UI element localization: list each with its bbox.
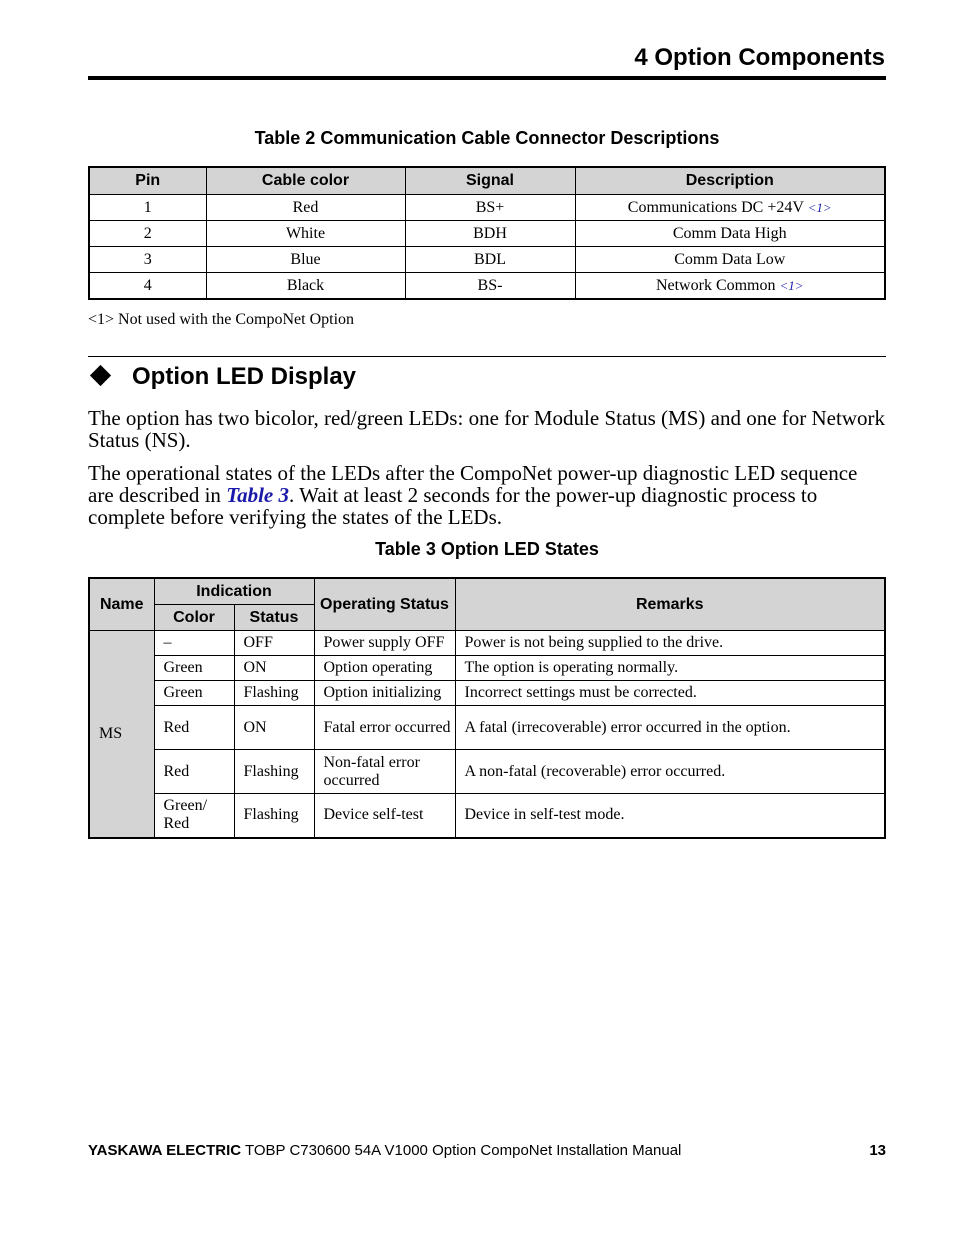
- remarks-cell: Incorrect settings must be corrected.: [455, 681, 885, 706]
- status-cell: Flashing: [234, 681, 314, 706]
- section-heading: Option LED Display: [132, 363, 357, 390]
- operating-status-cell: Power supply OFF: [314, 631, 455, 656]
- table-row: [89, 681, 885, 706]
- column-header-description: Description: [575, 167, 885, 195]
- remarks-cell: A non-fatal (recoverable) error occurred.: [455, 750, 885, 794]
- table2-caption: Table 2 Communication Cable Connector Descriptions: [254, 128, 720, 148]
- cable-connector-table: [88, 166, 886, 300]
- table-row: [89, 247, 885, 273]
- column-header-indication: Indication: [154, 578, 314, 605]
- table2-footnote: <1> Not used with the CompoNet Option: [88, 311, 355, 328]
- table-row: [89, 656, 885, 681]
- paragraph-text: . Wait at least 2 seconds for the power-up diagnostic process to complete before verifying the states of the LEDs.: [88, 483, 818, 529]
- color-cell: Red: [154, 706, 234, 750]
- operating-status-cell: Option operating: [314, 656, 455, 681]
- header-rule: [88, 76, 886, 80]
- table-row: [89, 221, 885, 247]
- column-header-cable-color: Cable color: [206, 167, 405, 195]
- description-cell: [575, 195, 885, 221]
- cable-color-cell: Blue: [206, 247, 405, 273]
- table-row: [89, 750, 885, 794]
- pin-cell: 2: [89, 221, 206, 247]
- pin-cell: 3: [89, 247, 206, 273]
- operating-status-cell: Option initializing: [314, 681, 455, 706]
- color-cell: Green: [154, 681, 234, 706]
- footer-title: [88, 1142, 681, 1159]
- table-row: [89, 273, 885, 300]
- remarks-cell: Device in self-test mode.: [455, 794, 885, 838]
- color-cell: Green/ Red: [154, 794, 234, 838]
- diamond-bullet-icon: [90, 365, 111, 386]
- footer-brand: YASKAWA ELECTRIC: [88, 1142, 242, 1159]
- led-states-table: [88, 577, 886, 839]
- column-header-name: Name: [89, 578, 154, 631]
- section-divider: [88, 356, 886, 357]
- table-row: [89, 794, 885, 838]
- status-cell: ON: [234, 656, 314, 681]
- table3-caption: Table 3 Option LED States: [375, 539, 599, 559]
- operating-status-cell: Device self-test: [314, 794, 455, 838]
- description-text: Network Common: [655, 276, 776, 294]
- led-name-cell: MS: [89, 631, 154, 838]
- pin-cell: 1: [89, 195, 206, 221]
- table-row: [89, 195, 885, 221]
- signal-cell: BS-: [405, 273, 575, 300]
- body-paragraph: [88, 462, 886, 528]
- cable-color-cell: White: [206, 221, 405, 247]
- color-cell: Green: [154, 656, 234, 681]
- operating-status-cell: Non-fatal error occurred: [314, 750, 455, 794]
- signal-cell: BDL: [405, 247, 575, 273]
- column-header-status: Status: [234, 605, 314, 631]
- footer-manual-name: TOBP C730600 54A V1000 Option CompoNet Installation Manual: [241, 1142, 682, 1159]
- signal-cell: BS+: [405, 195, 575, 221]
- remarks-cell: Power is not being supplied to the drive.: [455, 631, 885, 656]
- description-cell: Comm Data Low: [575, 247, 885, 273]
- remarks-cell: A fatal (irrecoverable) error occurred in the option.: [455, 706, 885, 750]
- operating-status-cell: Fatal error occurred: [314, 706, 455, 750]
- status-cell: Flashing: [234, 794, 314, 838]
- description-cell: Comm Data High: [575, 221, 885, 247]
- body-paragraph: The option has two bicolor, red/green LEDs: one for Module Status (MS) and one for Network Status (NS).: [88, 406, 885, 452]
- column-header-signal: Signal: [405, 167, 575, 195]
- description-text: Communications DC +24V: [627, 198, 804, 216]
- remarks-cell: The option is operating normally.: [455, 656, 885, 681]
- table-row: [89, 631, 885, 656]
- paragraph-text: The operational states of the LEDs after the CompoNet power-up diagnostic LED sequence are described in: [88, 461, 858, 507]
- status-cell: OFF: [234, 631, 314, 656]
- footnote-ref-link[interactable]: <1>: [779, 277, 804, 293]
- signal-cell: BDH: [405, 221, 575, 247]
- table-row: [89, 706, 885, 750]
- status-cell: ON: [234, 706, 314, 750]
- cable-color-cell: Black: [206, 273, 405, 300]
- table-header-row: [89, 167, 885, 195]
- table-header-row: [89, 578, 885, 605]
- footnote-ref-link[interactable]: <1>: [807, 199, 832, 215]
- table3-link[interactable]: Table 3: [226, 483, 289, 507]
- cable-color-cell: Red: [206, 195, 405, 221]
- page-number: 13: [869, 1142, 886, 1159]
- status-cell: Flashing: [234, 750, 314, 794]
- column-header-remarks: Remarks: [455, 578, 885, 631]
- pin-cell: 4: [89, 273, 206, 300]
- column-header-color: Color: [154, 605, 234, 631]
- chapter-title: 4 Option Components: [634, 44, 885, 71]
- color-cell: –: [154, 631, 234, 656]
- column-header-pin: Pin: [89, 167, 206, 195]
- color-cell: Red: [154, 750, 234, 794]
- description-cell: [575, 273, 885, 300]
- column-header-operating-status: Operating Status: [314, 578, 455, 631]
